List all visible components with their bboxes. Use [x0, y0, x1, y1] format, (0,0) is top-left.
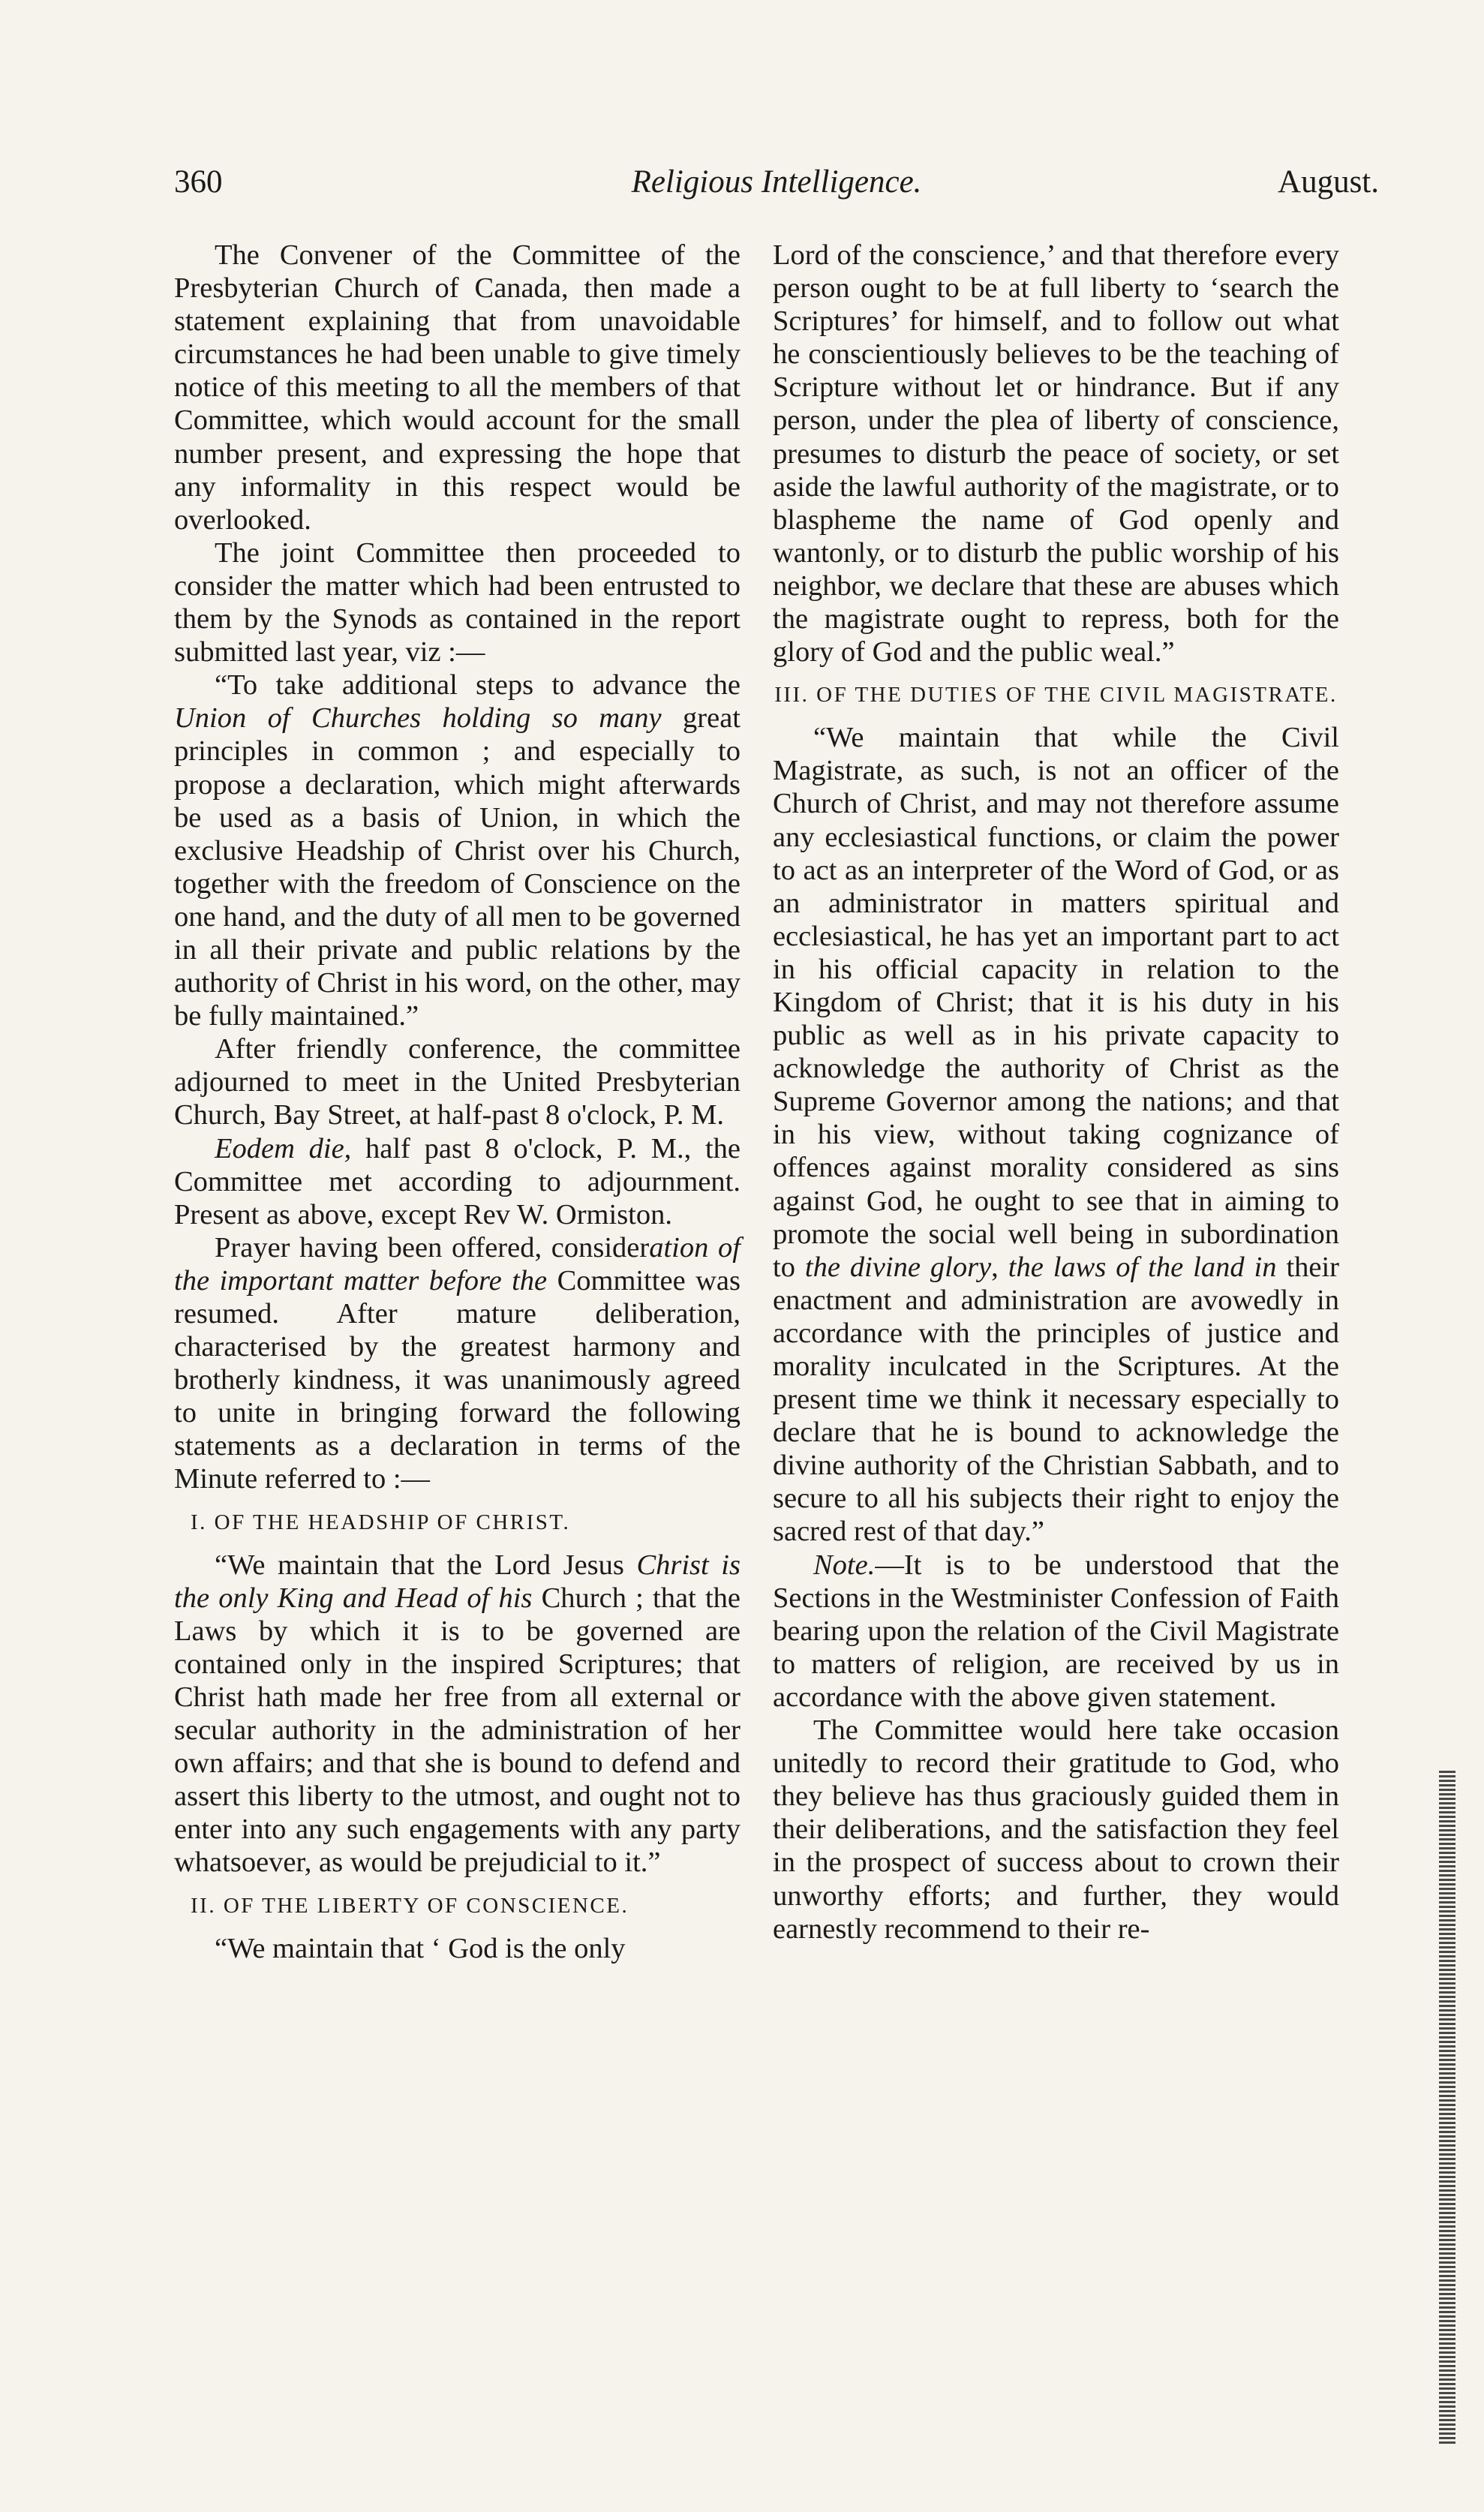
paragraph-quoted-report	[174, 669, 740, 1032]
text-run: ,	[991, 1251, 1008, 1283]
section-heading-liberty: II. OF THE LIBERTY OF CONSCIENCE.	[191, 1893, 629, 1918]
running-month: August.	[1278, 164, 1379, 200]
paragraph-note	[773, 1549, 1339, 1714]
text-run: great principles in common ; and especially to propose a declaration, which might afterwards be used as a basis of Union, in which the exclusive Headship of Christ over his Church, together with the freedom of Conscience on the one hand, and the duty of all men to be governed in all their private and public relations by the authority of Christ in his word, on the other, may be fully maintained.”	[174, 702, 740, 1032]
text-run: “To take additional steps to advance the	[215, 669, 740, 702]
text-run: Church ; that the Laws by which it is to be governed are contained only in the inspired Scriptures; that Christ hath made her free from all external or secular authority in the administration of her own affairs; and that she is bound to defend and assert this liberty to the utmost, and ought not to enter into any such engagements with any party whatsoever, as would be prejudicial to it.”	[174, 1582, 740, 1879]
italic-run: Christ is the only King and Head of his	[174, 1549, 740, 1614]
page-number: 360	[174, 164, 223, 200]
text-run: half past 8 o'clock, P. M., the Committee met according to adjournment. Present as above, except Rev W. Ormiston.	[174, 1132, 740, 1230]
section-heading-headship: I. OF THE HEADSHIP OF CHRIST.	[191, 1510, 571, 1534]
paragraph-eodem-die	[174, 1132, 740, 1231]
text-run: “We maintain that while the Civil Magistrate, as such, is not an officer of the Church of Christ, and may not therefore assume any ecclesiastical functions, or claim the power to act as an interpreter of the Word of God, or as an administrator in matters spiritual and ecclesiastical, he has yet an important part to act in his official capacity in relation to the Kingdom of Christ; that it is his duty in his public as well as in his private capacity to acknowledge the authority of Christ as the Supreme Governor among the nations; and that in his view, without taking cognizance of offences against morality considered as sins against God, he ought to see that in aiming to promote the social well being in subordination to	[773, 722, 1339, 1283]
text-run: “We maintain that the Lord Jesus	[215, 1549, 637, 1581]
italic-run: ation of the important matter before the	[174, 1231, 741, 1297]
paragraph-prayer	[174, 1231, 740, 1496]
paragraph-gratitude: The Committee would here take occasion unitedly to record their gratitude to God, who they believe has thus graciously guided them in their deliberations, and the satisfaction they feel in the prospect of success about to crown their unworthy efforts; and further, they would earnestly recommend to their re-	[773, 1714, 1339, 1945]
paragraph-civil-magistrate	[773, 721, 1339, 1548]
italic-run: Eodem die,	[215, 1132, 352, 1164]
paragraph-liberty-start: “We maintain that ‘ God is the only	[215, 1932, 626, 1964]
text-run: their enactment and administration are avowedly in accordance with the principles of justice and morality inculcated in the Scriptures. At the present time we think it necessary especially to declare that he is bound to acknowledge the divine authority of the Christian Sabbath, and to secure to all his subjects their right to enjoy the sacred rest of that day.”	[773, 1251, 1339, 1548]
italic-run: the divine glory	[804, 1251, 992, 1283]
left-column	[174, 239, 740, 1965]
running-title: Religious Intelligence.	[631, 164, 922, 200]
paragraph-liberty-cont: Lord of the conscience,’ and that therefore every person ought to be at full liberty to ‘search the Scriptures’ for himself, and to follow out what he conscientiously believes to be the teaching of Scripture without let or hindrance. But if any person, under the plea of liberty of conscience, presumes to disturb the peace of society, or set aside the lawful authority of the magistrate, or to blaspheme the name of God openly and wantonly, or to disturb the public worship of his neighbor, we declare that these are abuses which the magistrate ought to repress, both for the glory of God and the public weal.”	[773, 239, 1339, 669]
paragraph-joint-committee: The joint Committee then proceeded to consider the matter which had been entrusted to them by the Synods as contained in the report submitted last year, viz :—	[174, 536, 740, 669]
running-head	[174, 164, 1379, 209]
text-run: Committee was resumed. After mature deliberation, characterised by the greatest harmony and brotherly kindness, it was unanimously agreed to unite in bringing forward the following statements as a declaration in terms of the Minute referred to :—	[174, 1264, 740, 1495]
paragraph-adjourned: After friendly conference, the committee adjourned to meet in the United Presbyterian Church, Bay Street, at half-past 8 o'clock, P. M.	[174, 1033, 740, 1131]
section-heading-civil-magistrate: III. OF THE DUTIES OF THE CIVIL MAGISTRATE.	[774, 683, 1338, 708]
italic-run: Note.	[813, 1549, 876, 1581]
italic-run: Union of Churches holding so many	[174, 702, 662, 735]
paragraph-headship	[174, 1549, 740, 1879]
paragraph-convener: The Convener of the Committee of the Presbyterian Church of Canada, then made a statement explaining that from unavoidable circumstances he had been unable to give timely notice of this meeting to all the members of that Committee, which would account for the small number present, and expressing the hope that any informality in this respect would be overlooked.	[174, 239, 740, 536]
right-column	[773, 239, 1339, 1946]
text-run: —It is to be understood that the Sections in the Westminister Confession of Faith bearing upon the relation of the Civil Magistrate to matters of religion, are received by us in accordance with the above given statement.	[773, 1549, 1339, 1713]
scan-edge-mark	[1439, 1771, 1455, 2446]
text-run: Prayer having been offered, consider	[215, 1231, 650, 1264]
italic-run: the laws of the land in	[1008, 1251, 1277, 1283]
